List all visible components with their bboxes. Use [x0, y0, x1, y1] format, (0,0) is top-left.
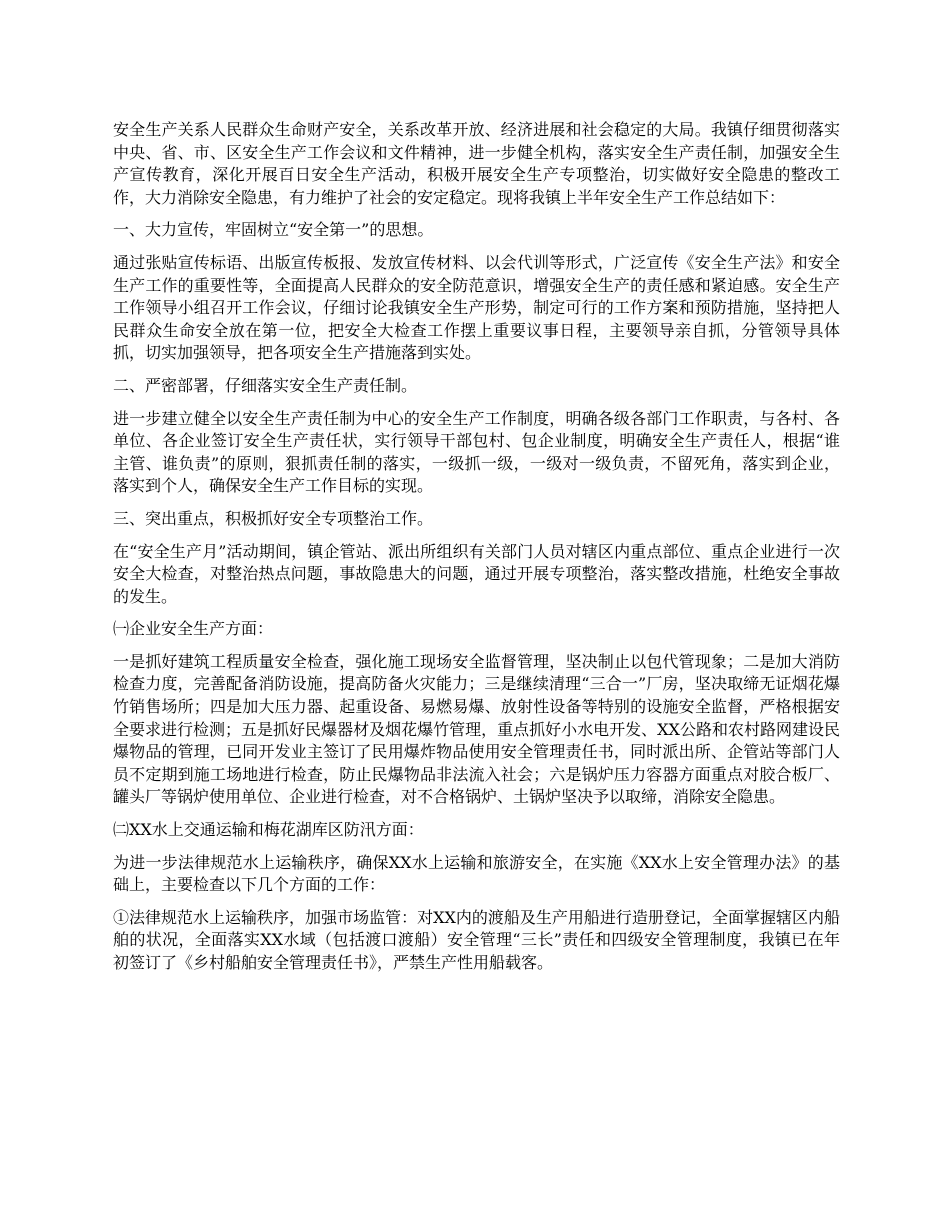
- section-2-paragraph: 进一步建立健全以安全生产责任制为中心的安全生产工作制度，明确各级各部门工作职责，与各村、各单位、各企业签订安全生产责任状，实行领导干部包村、包企业制度，明确安全生产责任人，根据“谁主管、谁负责”的原则，狠抓责任制的落实，一级抓一级，一级对一级负责，不留死角，落实到企业，落实到个人，确保安全生产工作目标的实现。: [113, 408, 840, 496]
- subsection-2-paragraph: 为进一步法律规范水上运输秩序，确保XX水上运输和旅游安全，在实施《XX水上安全管理办法》的基础上，主要检查以下几个方面的工作：: [113, 852, 840, 895]
- document-page: [113, 119, 840, 985]
- intro-paragraph: 安全生产关系人民群众生命财产安全，关系改革开放、经济进展和社会稳定的大局。我镇仔细贯彻落实中央、省、市、区安全生产工作会议和文件精神，进一步健全机构，落实安全生产责任制，加强安全生产宣传教育，深化开展百日安全生产活动，积极开展安全生产专项整治，切实做好安全隐患的整改工作，大力消除安全隐患，有力维护了社会的安定稳定。现将我镇上半年安全生产工作总结如下：: [113, 120, 840, 207]
- section-heading-3: 三、突出重点，积极抓好安全专项整治工作。: [113, 508, 434, 528]
- subsection-heading-2: ㈡XX水上交通运输和梅花湖库区防汛方面：: [113, 820, 424, 840]
- subsection-2-item-1: ①法律规范水上运输秩序，加强市场监管：对XX内的渡船及生产用船进行造册登记，全面掌握辖区内船舶的状况，全面落实XX水域（包括渡口渡船）安全管理“三长”责任和四级安全管理制度，我镇已在年初签订了《乡村船舶安全管理责任书》，严禁生产性用船载客。: [113, 907, 840, 972]
- section-3-paragraph: 在“安全生产月”活动期间，镇企管站、派出所组织有关部门人员对辖区内重点部位、重点企业进行一次安全大检查，对整治热点问题，事故隐患大的问题，通过开展专项整治，落实整改措施，杜绝安全事故的发生。: [113, 541, 840, 606]
- section-1-paragraph: 通过张贴宣传标语、出版宣传板报、发放宣传材料、以会代训等形式，广泛宣传《安全生产法》和安全生产工作的重要性等，全面提高人民群众的安全防范意识，增强安全生产的责任感和紧迫感。安全生产工作领导小组召开工作会议，仔细讨论我镇安全生产形势，制定可行的工作方案和预防措施，坚持把人民群众生命安全放在第一位，把安全大检查工作摆上重要议事日程，主要领导亲自抓，分管领导具体抓，切实加强领导，把各项安全生产措施落到实处。: [113, 252, 840, 363]
- section-heading-1: 一、大力宣传，牢固树立“安全第一”的思想。: [113, 220, 434, 240]
- section-heading-2: 二、严密部署，仔细落实安全生产责任制。: [113, 375, 418, 395]
- subsection-1-paragraph: 一是抓好建筑工程质量安全检查，强化施工现场安全监督管理，坚决制止以包代管现象；二是加大消防检查力度，完善配备消防设施，提高防备火灾能力；三是继续清理“三合一”厂房，坚决取缔无证烟花爆竹销售场所；四是加大压力器、起重设备、易燃易爆、放射性设备等特别的设施安全监督，严格根据安全要求进行检测；五是抓好民爆器材及烟花爆竹管理，重点抓好小水电开发、XX公路和农村路网建设民爆物品的管理，已同开发业主签订了民用爆炸物品使用安全管理责任书，同时派出所、企管站等部门人员不定期到施工场地进行检查，防止民爆物品非法流入社会；六是锅炉压力容器方面重点对胶合板厂、罐头厂等锅炉使用单位、企业进行检查，对不合格锅炉、土锅炉坚决予以取缔，消除安全隐患。: [113, 651, 840, 807]
- subsection-heading-1: ㈠企业安全生产方面：: [113, 619, 274, 639]
